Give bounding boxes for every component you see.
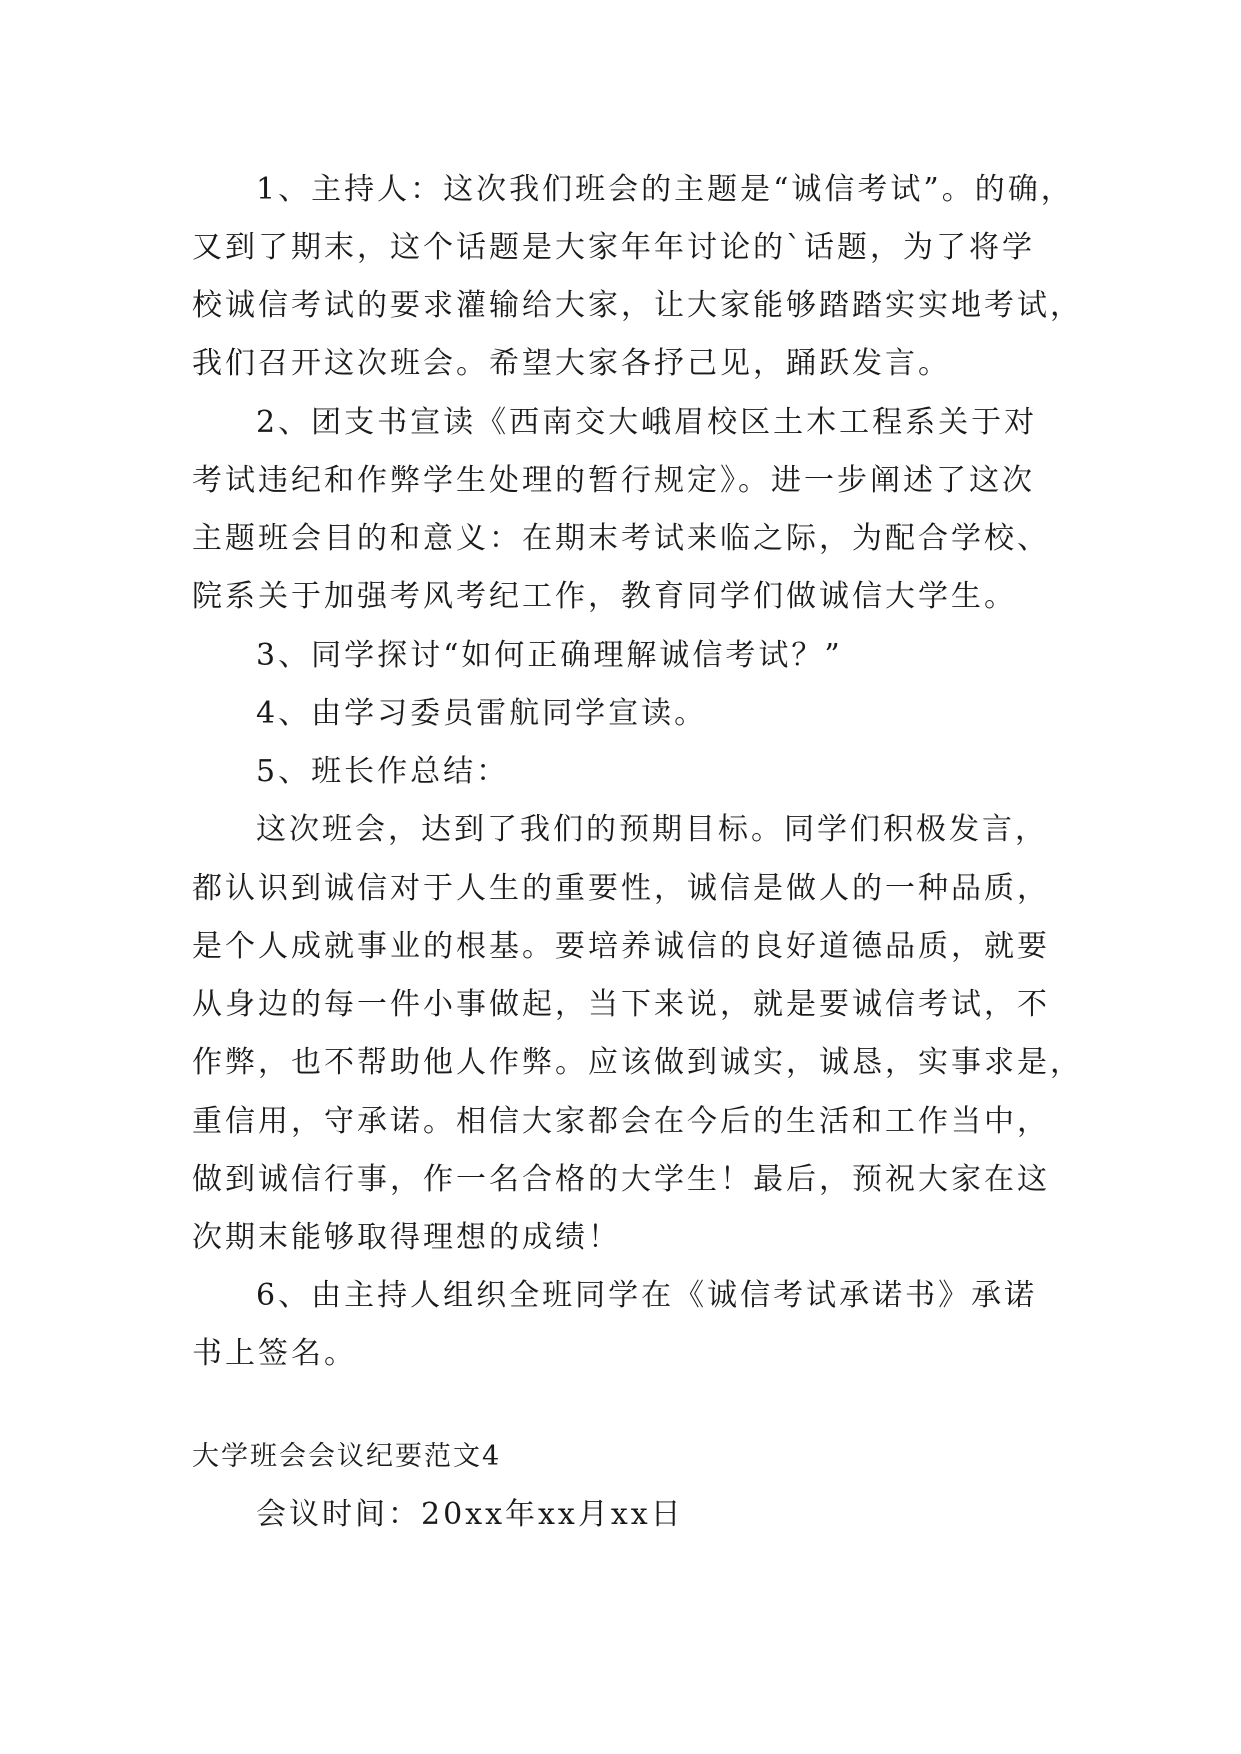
paragraph-line: 从身边的每一件小事做起，当下来说，就是要诚信考试，不: [192, 987, 1050, 1022]
paragraph-line: 1、主持人：这次我们班会的主题是“诚信考试”。的确，: [256, 172, 1074, 207]
paragraph-line: 主题班会目的和意义：在期末考试来临之际，为配合学校、: [192, 521, 1050, 556]
paragraph-line: 次期末能够取得理想的成绩！: [192, 1220, 621, 1255]
paragraph-line: 作弊，也不帮助他人作弊。应该做到诚实，诚恳，实事求是，: [192, 1045, 1083, 1080]
paragraph-line: 做到诚信行事，作一名合格的大学生！最后，预祝大家在这: [192, 1162, 1050, 1197]
paragraph-line: 重信用，守承诺。相信大家都会在今后的生活和工作当中，: [192, 1104, 1050, 1139]
meeting-time: 会议时间：20xx年xx月xx日: [256, 1497, 684, 1532]
paragraph-line: 我们召开这次班会。希望大家各抒己见，踊跃发言。: [192, 346, 951, 381]
paragraph-line: 是个人成就事业的根基。要培养诚信的良好道德品质，就要: [192, 929, 1050, 964]
paragraph-line: 4、由学习委员雷航同学宣读。: [256, 696, 708, 731]
paragraph-line: 6、由主持人组织全班同学在《诚信考试承诺书》承诺: [256, 1278, 1038, 1313]
paragraph-line: 书上签名。: [192, 1336, 357, 1371]
section-heading: 大学班会会议纪要范文4: [192, 1441, 502, 1472]
paragraph-line: 又到了期末，这个话题是大家年年讨论的`话题，为了将学: [192, 230, 1035, 265]
paragraph-line: 3、同学探讨“如何正确理解诚信考试？”: [256, 638, 843, 673]
paragraph-line: 院系关于加强考风考纪工作，教育同学们做诚信大学生。: [192, 579, 1017, 614]
paragraph-line: 5、班长作总结：: [256, 754, 510, 789]
paragraph-line: 考试违纪和作弊学生处理的暂行规定》。进一步阐述了这次: [192, 463, 1035, 498]
paragraph-line: 都认识到诚信对于人生的重要性，诚信是做人的一种品质，: [192, 871, 1050, 906]
paragraph-line: 这次班会，达到了我们的预期目标。同学们积极发言，: [256, 812, 1048, 847]
paragraph-line: 校诚信考试的要求灌输给大家，让大家能够踏踏实实地考试，: [192, 288, 1083, 323]
paragraph-line: 2、团支书宣读《西南交大峨眉校区土木工程系关于对: [256, 405, 1038, 440]
